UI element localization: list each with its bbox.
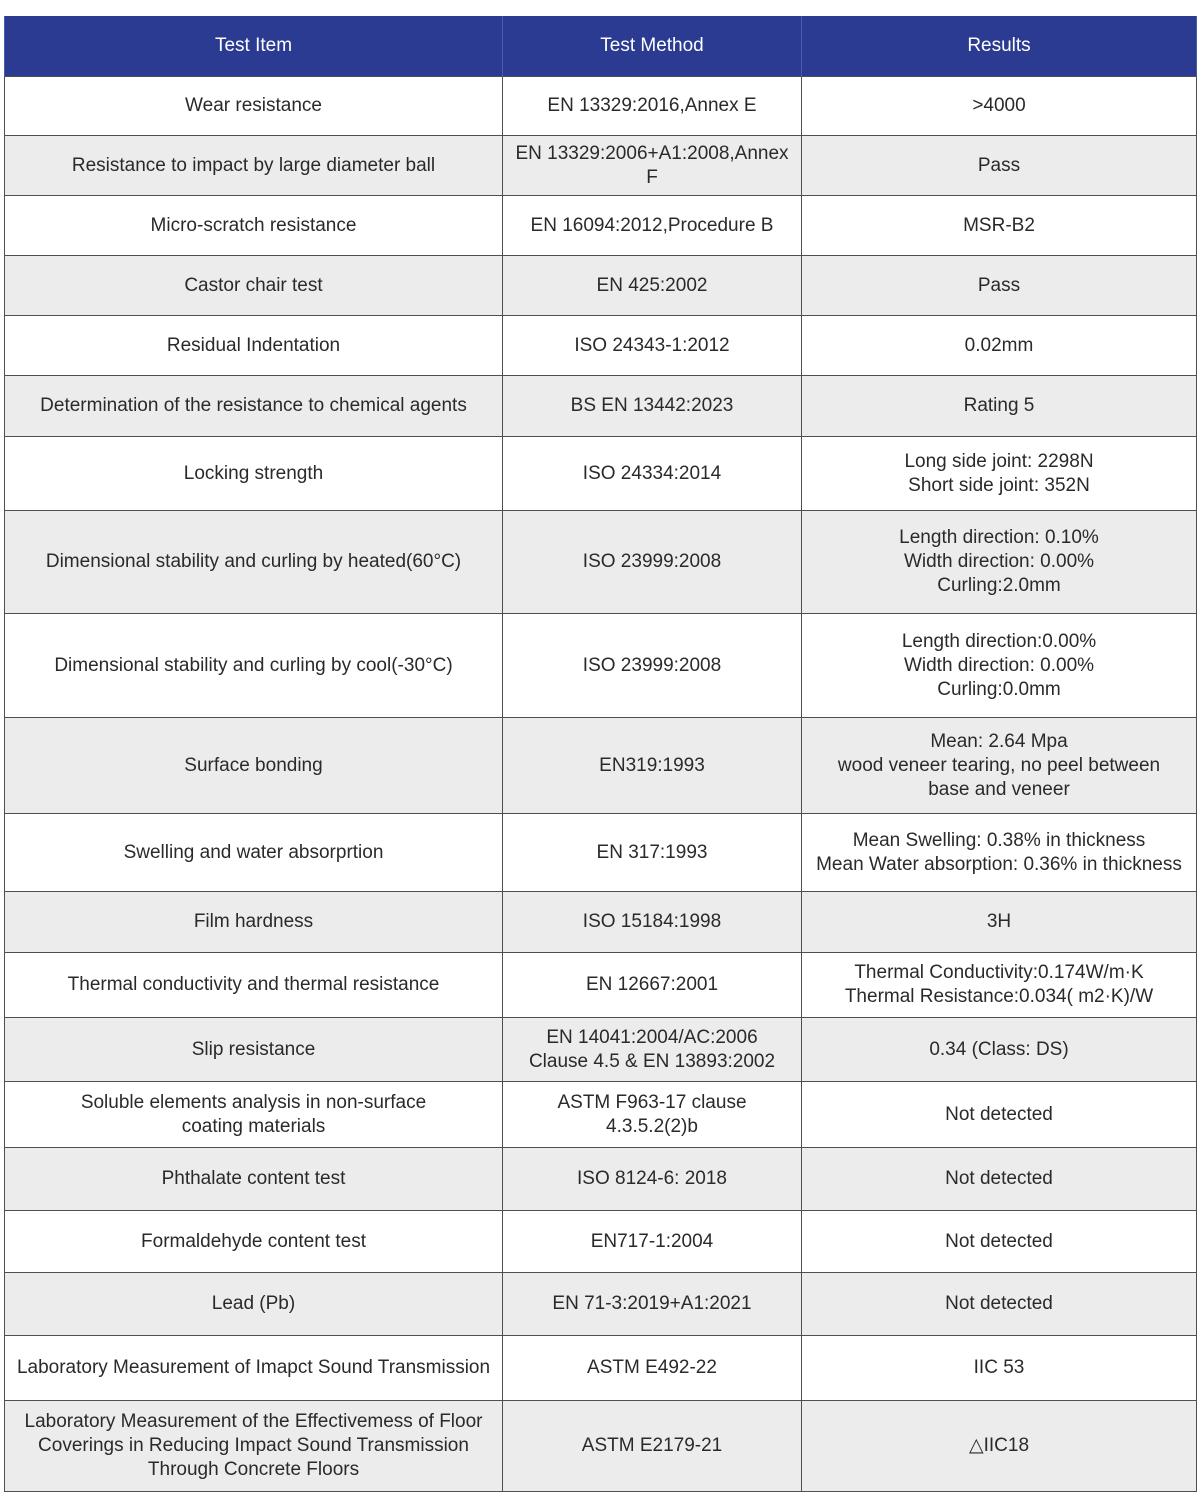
cell-method: ISO 23999:2008 [503, 614, 802, 718]
cell-item: Dimensional stability and curling by heated(60°C) [5, 511, 503, 614]
cell-result: Rating 5 [802, 376, 1197, 437]
cell-item: Laboratory Measurement of the Effectivemess of Floor Coverings in Reducing Impact Sound Transmission Through Concrete Floors [5, 1401, 503, 1492]
cell-method: ISO 24334:2014 [503, 437, 802, 511]
cell-item: Formaldehyde content test [5, 1211, 503, 1273]
cell-result: Not detected [802, 1273, 1197, 1336]
cell-item: Locking strength [5, 437, 503, 511]
table-row [5, 1401, 1197, 1492]
cell-result: Mean Swelling: 0.38% in thickness Mean Water absorption: 0.36% in thickness [802, 814, 1197, 892]
cell-method: ISO 15184:1998 [503, 892, 802, 953]
table-row [5, 77, 1197, 136]
table-row [5, 1148, 1197, 1211]
cell-method: EN 13329:2006+A1:2008,Annex F [503, 136, 802, 196]
cell-item: Soluble elements analysis in non-surface coating materials [5, 1082, 503, 1148]
cell-method: EN 71-3:2019+A1:2021 [503, 1273, 802, 1336]
header-row [5, 16, 1197, 77]
cell-item: Resistance to impact by large diameter ball [5, 136, 503, 196]
cell-method: ASTM E2179-21 [503, 1401, 802, 1492]
cell-method: EN 12667:2001 [503, 953, 802, 1018]
cell-result: >4000 [802, 77, 1197, 136]
cell-result: Not detected [802, 1148, 1197, 1211]
cell-item: Slip resistance [5, 1018, 503, 1082]
table-row [5, 437, 1197, 511]
cell-method: BS EN 13442:2023 [503, 376, 802, 437]
cell-result: IIC 53 [802, 1336, 1197, 1401]
table-row [5, 892, 1197, 953]
cell-result: Not detected [802, 1211, 1197, 1273]
cell-item: Residual Indentation [5, 316, 503, 376]
cell-result: Long side joint: 2298N Short side joint: 352N [802, 437, 1197, 511]
cell-item: Phthalate content test [5, 1148, 503, 1211]
cell-result: △IIC18 [802, 1401, 1197, 1492]
table-row [5, 1082, 1197, 1148]
cell-method: EN319:1993 [503, 718, 802, 814]
cell-result: Pass [802, 136, 1197, 196]
table-row [5, 256, 1197, 316]
table-row [5, 1336, 1197, 1401]
test-results-table-container [4, 16, 1196, 1492]
table-body [5, 77, 1197, 1492]
cell-item: Wear resistance [5, 77, 503, 136]
cell-item: Castor chair test [5, 256, 503, 316]
table-row [5, 511, 1197, 614]
table-row [5, 953, 1197, 1018]
cell-item: Thermal conductivity and thermal resistance [5, 953, 503, 1018]
table-row [5, 1273, 1197, 1336]
header-test-item: Test Item [5, 16, 503, 77]
cell-method: EN 317:1993 [503, 814, 802, 892]
cell-method: EN 13329:2016,Annex E [503, 77, 802, 136]
cell-result: 3H [802, 892, 1197, 953]
table-row [5, 1211, 1197, 1273]
cell-result: Thermal Conductivity:0.174W/m·K Thermal Resistance:0.034( m2·K)/W [802, 953, 1197, 1018]
cell-item: Micro-scratch resistance [5, 196, 503, 256]
cell-result: Length direction:0.00% Width direction: 0.00% Curling:0.0mm [802, 614, 1197, 718]
table-row [5, 814, 1197, 892]
table-row [5, 614, 1197, 718]
cell-item: Determination of the resistance to chemical agents [5, 376, 503, 437]
table-header [5, 16, 1197, 77]
cell-result: 0.02mm [802, 316, 1197, 376]
table-row [5, 718, 1197, 814]
cell-result: 0.34 (Class: DS) [802, 1018, 1197, 1082]
cell-result: Mean: 2.64 Mpa wood veneer tearing, no peel between base and veneer [802, 718, 1197, 814]
cell-method: ISO 23999:2008 [503, 511, 802, 614]
header-test-method: Test Method [503, 16, 802, 77]
cell-method: ASTM F963-17 clause 4.3.5.2(2)b [503, 1082, 802, 1148]
cell-method: EN 425:2002 [503, 256, 802, 316]
cell-item: Laboratory Measurement of Imapct Sound Transmission [5, 1336, 503, 1401]
cell-item: Film hardness [5, 892, 503, 953]
table-row [5, 376, 1197, 437]
cell-item: Surface bonding [5, 718, 503, 814]
cell-method: EN 14041:2004/AC:2006 Clause 4.5 & EN 13893:2002 [503, 1018, 802, 1082]
cell-method: ISO 8124-6: 2018 [503, 1148, 802, 1211]
cell-item: Lead (Pb) [5, 1273, 503, 1336]
test-results-table [4, 16, 1197, 1492]
cell-item: Dimensional stability and curling by cool(-30°C) [5, 614, 503, 718]
table-row [5, 196, 1197, 256]
cell-result: Not detected [802, 1082, 1197, 1148]
cell-result: Length direction: 0.10% Width direction: 0.00% Curling:2.0mm [802, 511, 1197, 614]
table-row [5, 136, 1197, 196]
cell-result: Pass [802, 256, 1197, 316]
cell-item: Swelling and water absorprtion [5, 814, 503, 892]
table-row [5, 316, 1197, 376]
cell-method: ISO 24343-1:2012 [503, 316, 802, 376]
cell-method: EN717-1:2004 [503, 1211, 802, 1273]
cell-result: MSR-B2 [802, 196, 1197, 256]
table-row [5, 1018, 1197, 1082]
cell-method: ASTM E492-22 [503, 1336, 802, 1401]
cell-method: EN 16094:2012,Procedure B [503, 196, 802, 256]
header-results: Results [802, 16, 1197, 77]
